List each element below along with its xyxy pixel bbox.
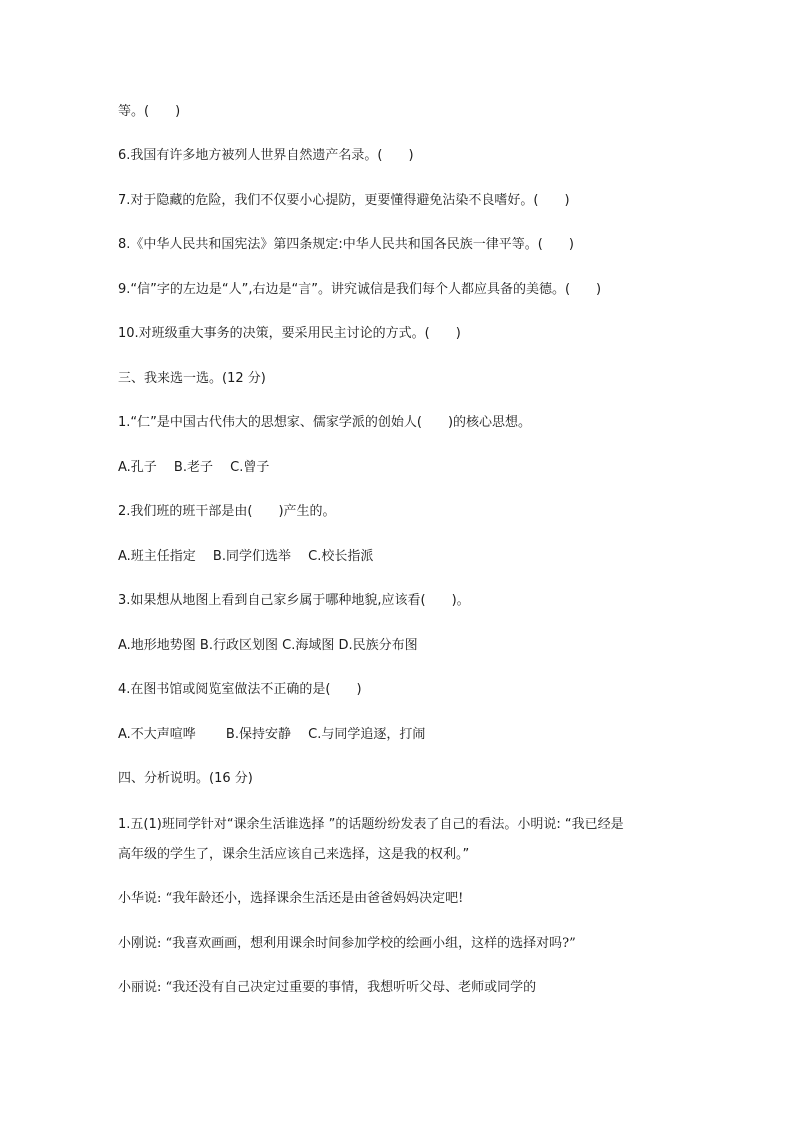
choice-question-4: 4.在图书馆或阅览室做法不正确的是( ) <box>118 682 362 697</box>
judgment-item-8: 8.《中华人民共和国宪法》第四条规定:中华人民共和国各民族一律平等。( ) <box>118 237 574 252</box>
quote-xiaoli: 小丽说: “我还没有自己决定过重要的事情，我想听听父母、老师或同学的 <box>118 980 537 995</box>
judgment-item-7: 7.对于隐藏的危险，我们不仅要小心提防，更要懂得避免沾染不良嗜好。( ) <box>118 193 570 208</box>
quote-xiaogang: 小刚说: “我喜欢画画，想利用课余时间参加学校的绘画小组，这样的选择对吗?” <box>118 936 576 951</box>
judgment-item-10: 10.对班级重大事务的决策，要采用民主讨论的方式。( ) <box>118 326 461 341</box>
analysis-question-1-cont: 高年级的学生了，课余生活应该自己来选择，这是我的权利。” <box>118 847 470 862</box>
choice-question-3: 3.如果想从地图上看到自己家乡属于哪种地貌,应该看( )。 <box>118 593 470 608</box>
section-heading-choice: 三、我来选一选。(12 分) <box>118 371 266 386</box>
text-line-continuation: 等。( ) <box>118 104 181 119</box>
choice-options-2: A.班主任指定 B.同学们选举 C.校长指派 <box>118 549 374 564</box>
judgment-item-9: 9.“信”字的左边是“人”,右边是“言”。讲究诚信是我们每个人都应具备的美德。( ) <box>118 282 602 297</box>
choice-question-2: 2.我们班的班干部是由( )产生的。 <box>118 504 336 519</box>
judgment-item-6: 6.我国有许多地方被列人世界自然遗产名录。( ) <box>118 148 414 163</box>
section-heading-analysis: 四、分析说明。(16 分) <box>118 771 253 786</box>
choice-options-4: A.不大声喧哗 B.保持安静 C.与同学追逐，打闹 <box>118 727 426 742</box>
quote-xiaohua: 小华说: “我年龄还小，选择课余生活还是由爸爸妈妈决定吧! <box>118 891 464 906</box>
choice-options-3: A.地形地势图 B.行政区划图 C.海域图 D.民族分布图 <box>118 638 418 653</box>
choice-question-1: 1.“仁”是中国古代伟大的思想家、儒家学派的创始人( )的核心思想。 <box>118 415 532 430</box>
analysis-question-1: 1.五(1)班同学针对“课余生活谁选择 ”的话题纷纷发表了自己的看法。小明说: “我已经是 <box>118 817 624 832</box>
choice-options-1: A.孔子 B.老子 C.曾子 <box>118 460 270 475</box>
